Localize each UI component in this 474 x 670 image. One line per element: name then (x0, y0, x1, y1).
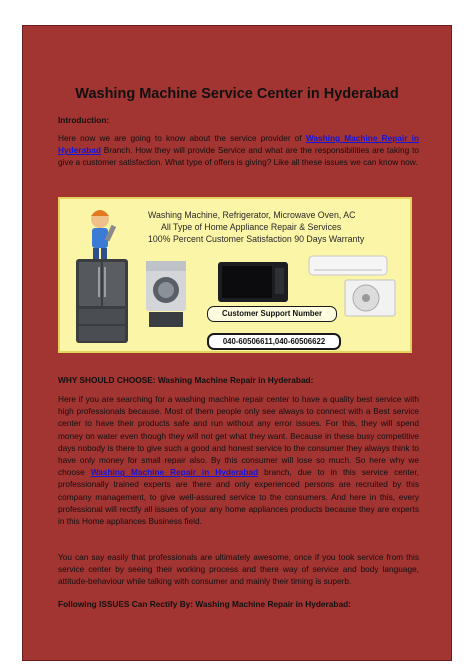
ac-indoor-unit-image (308, 255, 388, 277)
service-banner (58, 197, 412, 353)
issues-heading: Following ISSUES Can Rectify By: Washing Machine Repair in Hyderabad: (58, 599, 351, 609)
document-title: Washing Machine Service Center in Hyderabad (75, 86, 399, 102)
intro-heading: Introduction: (58, 115, 110, 125)
washing-machine-image (144, 259, 188, 329)
banner-line-1: Washing Machine, Refrigerator, Microwave Oven, AC (148, 210, 356, 220)
intro-text-2: Branch. How they will provide Service and what are the responsibilities are taking to give a customer satisfaction. What type of offers is giving? Like all these issues we can know now. (58, 145, 419, 168)
professionals-paragraph: You can say easily that professionals are ultimately awesome, once if you took service from this service center by seeing their working process and there way of service and body language, attitude-behaviour while talking with consumer and mainly their timing is superb. (58, 552, 419, 587)
why-heading: WHY SHOULD CHOOSE: Washing Machine Repair in Hyderabad: (58, 375, 314, 385)
why-text-1: Here if you are searching for a washing machine repair center to have a quality best service with high professionals because. Most of them people only see always to connect with a Best service center to have their products safe and run without any error issues. For this, they will spend money on water even though they will not get what they want. Because in these busy competitive days nobody is there to give such a good and honest service to the consumer they always think to have only money for small repair also. By this consumer will lose so much. So here why we choose (58, 394, 419, 478)
intro-paragraph (58, 132, 419, 169)
customer-support-label: Customer Support Number (207, 306, 337, 322)
microwave-image (217, 261, 289, 303)
intro-text-1: Here now we are going to know about the service provider of (58, 133, 306, 143)
ac-outdoor-unit-image (344, 279, 396, 319)
refrigerator-image (74, 257, 130, 345)
banner-line-2: All Type of Home Appliance Repair & Services (161, 222, 342, 232)
intro-repair-link[interactable]: Washing Machine Repair in Hyderabad (58, 133, 419, 156)
repairman-illustration (78, 207, 130, 261)
banner-line-3: 100% Percent Customer Satisfaction 90 Days Warranty (148, 234, 365, 244)
why-repair-link[interactable]: Washing Machine Repair in Hyderabad (90, 467, 259, 478)
support-phone-number: 040-60506611,040-60506622 (207, 333, 341, 350)
why-text-2: branch, due to in this service center, professionally trained experts are there and only experienced persons are recruited by this company management, to give well-assured service to the consumers. And here in this, every professional will rectify all issues of your any home appliances products because they are experts in this Home appliances Business field. (58, 467, 419, 527)
why-paragraph (58, 393, 419, 527)
